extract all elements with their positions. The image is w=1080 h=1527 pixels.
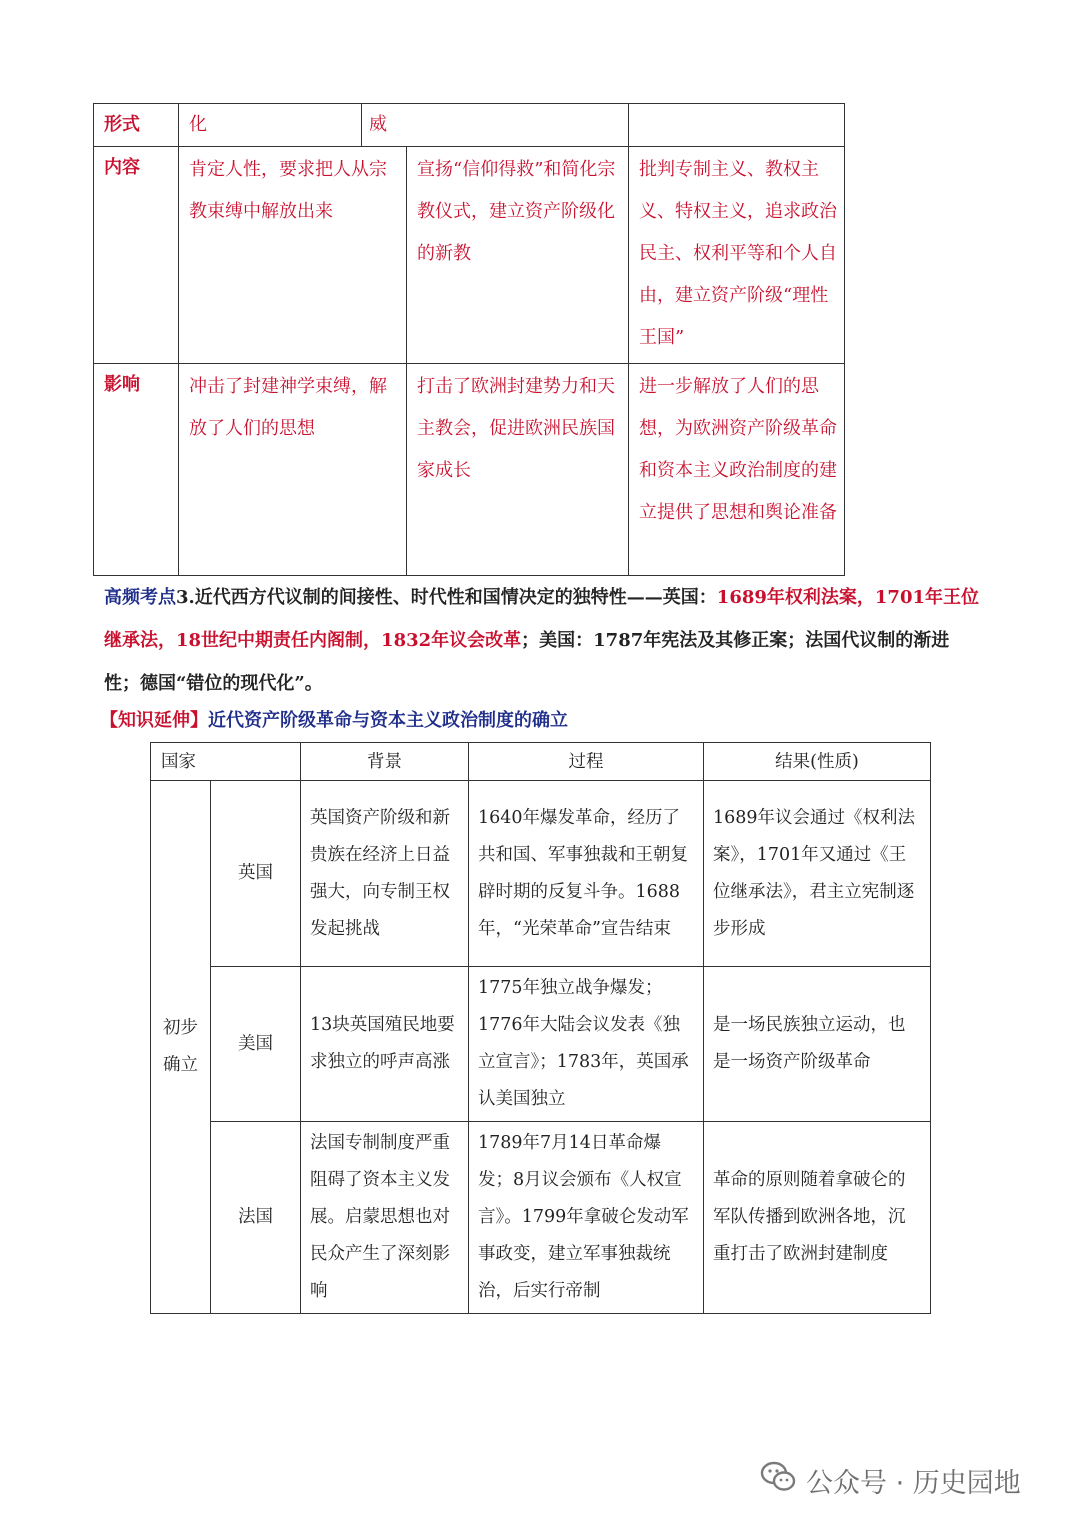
comparison-table	[93, 103, 845, 576]
column-header: 结果(性质)	[704, 743, 931, 781]
watermark	[760, 1455, 1021, 1505]
table-row	[94, 364, 845, 576]
table-cell: 肯定人性，要求把人从宗教束缚中解放出来	[179, 147, 407, 364]
table-cell: 打击了欧洲封建势力和天主教会，促进欧洲民族国家成长	[407, 364, 629, 576]
revolution-table	[150, 742, 931, 1314]
table-cell: 进一步解放了人们的思想，为欧洲资产阶级革命和资本主义政治制度的建立提供了思想和舆论准备	[629, 364, 845, 576]
column-header: 国家	[151, 743, 301, 781]
result-cell: 是一场民族独立运动，也是一场资产阶级革命	[704, 967, 931, 1122]
country-cell: 英国	[211, 781, 301, 967]
column-header: 背景	[301, 743, 469, 781]
table-cell	[629, 104, 845, 147]
table-cell: 宣扬“信仰得救”和简化宗教仪式，建立资产阶级化的新教	[407, 147, 629, 364]
result-cell: 1689年议会通过《权利法案》，1701年又通过《王位继承法》，君主立宪制逐步形成	[704, 781, 931, 967]
background-cell: 英国资产阶级和新贵族在经济上日益强大，向专制王权发起挑战	[301, 781, 469, 967]
table-row	[94, 104, 845, 147]
key-point-paragraph	[104, 576, 984, 705]
table-row	[151, 967, 931, 1122]
watermark-text: 公众号 · 历史园地	[806, 1467, 1021, 1499]
key-point-highlight: 1689年权利法案，1701年王位继承法，18世纪中期责任内阁制，1832年议会改革	[104, 587, 979, 651]
result-cell: 革命的原则随着拿破仑的军队传播到欧洲各地，沉重打击了欧洲封建制度	[704, 1122, 931, 1314]
key-point-tag: 高频考点	[104, 587, 176, 608]
form-cells	[179, 104, 628, 146]
group-label: 初步确立	[151, 781, 211, 1314]
table-cell: 批判专制主义、教权主义、特权主义，追求政治民主、权利平等和个人自由，建立资产阶级“理性王国”	[629, 147, 845, 364]
extension-title: 近代资产阶级革命与资本主义政治制度的确立	[208, 710, 568, 731]
country-cell: 法国	[211, 1122, 301, 1314]
table-row	[94, 147, 845, 364]
table-cell: 冲击了封建神学束缚，解放了人们的思想	[179, 364, 407, 576]
table-row	[151, 781, 931, 967]
key-point-text: 3.近代西方代议制的间接性、时代性和国情决定的独特性——英国：	[176, 587, 717, 608]
row-label: 影响	[94, 364, 179, 576]
row-label: 形式	[94, 104, 179, 147]
table-header-row	[151, 743, 931, 781]
column-header: 过程	[469, 743, 704, 781]
process-cell: 1789年7月14日革命爆发；8月议会颁布《人权宣言》。1799年拿破仑发动军事政变，建立军事独裁统治，后实行帝制	[469, 1122, 704, 1314]
table-cell: 威	[369, 114, 387, 135]
extension-heading	[100, 706, 568, 732]
table-row	[151, 1122, 931, 1314]
row-label: 内容	[94, 147, 179, 364]
table-cell: 化	[189, 114, 207, 135]
process-cell: 1640年爆发革命，经历了共和国、军事独裁和王朝复辟时期的反复斗争。1688年，“光荣革命”宣告结束	[469, 781, 704, 967]
process-cell: 1775年独立战争爆发；1776年大陆会议发表《独立宣言》；1783年，英国承认美国独立	[469, 967, 704, 1122]
country-cell: 美国	[211, 967, 301, 1122]
extension-tag: 【知识延伸】	[100, 710, 208, 731]
cell-divider	[361, 104, 362, 146]
key-point-text-end: ；美国：1787年宪法及其修正案；法国代议制的渐进性；德国“错位的现代化”。	[104, 630, 950, 694]
background-cell: 法国专制制度严重阻碍了资本主义发展。启蒙思想也对民众产生了深刻影响	[301, 1122, 469, 1314]
wechat-icon	[760, 1461, 796, 1500]
background-cell: 13块英国殖民地要求独立的呼声高涨	[301, 967, 469, 1122]
